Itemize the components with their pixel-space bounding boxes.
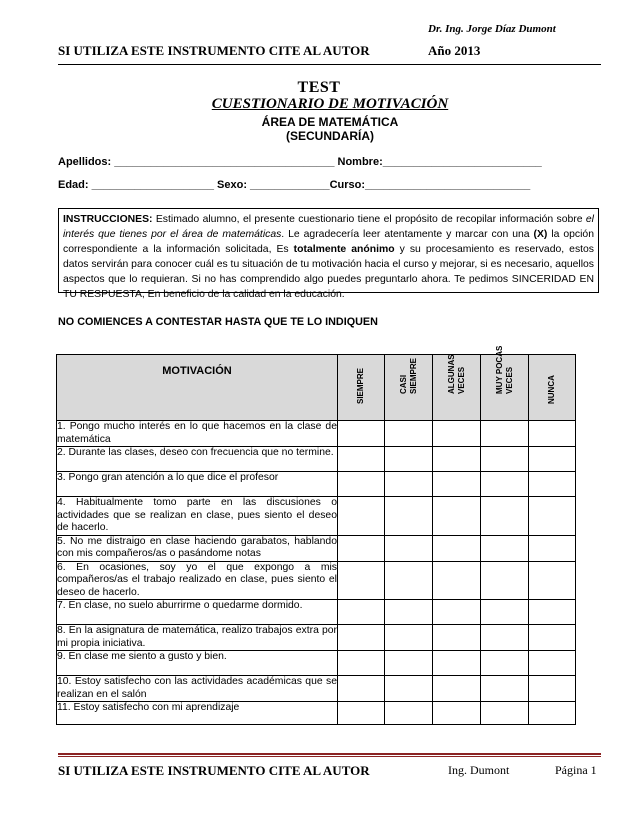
answer-cell[interactable] [481,472,529,497]
answer-cell[interactable] [385,497,433,536]
option-label-line: ALGUNAS [446,354,456,394]
answer-cell[interactable] [481,497,529,536]
do-not-start-warning: NO COMIENCES A CONTESTAR HASTA QUE TE LO INDIQUEN [58,316,378,328]
option-label [547,375,557,404]
option-header-1 [385,355,433,421]
question-row [57,561,576,600]
answer-cell[interactable] [529,561,576,600]
answer-cell[interactable] [529,600,576,625]
answer-cell[interactable] [481,447,529,472]
option-label-line: SIEMPRE [356,367,365,404]
question-row [57,421,576,447]
answer-cell[interactable] [433,447,481,472]
footer-citation-notice: SI UTILIZA ESTE INSTRUMENTO CITE AL AUTOR [58,763,370,778]
option-header-4 [529,355,576,421]
answer-cell[interactable] [338,676,385,702]
answer-cell[interactable] [529,497,576,536]
header-year: Año 2013 [428,43,481,58]
answer-cell[interactable] [385,472,433,497]
test-title: TEST [297,79,341,96]
answer-cell[interactable] [385,625,433,651]
answer-cell[interactable] [481,702,529,725]
answer-cell[interactable] [338,535,385,561]
footer-rule-thick [58,753,601,755]
motivation-table [56,345,576,725]
question-text: 8. En la asignatura de matemática, realizo trabajos extra por mi propia iniciativa. [57,625,337,649]
instructions-mark: (X) [533,229,548,240]
question-row [57,535,576,561]
question-text: 9. En clase me siento a gusto y bien. [57,651,338,676]
name-fields-row: Apellidos: ____________________________________ Nombre:__________________________ [58,156,542,168]
answer-cell[interactable] [433,561,481,600]
option-label-line: VECES [456,366,466,394]
question-text: 7. En clase, no suelo aburrirme o quedarme dormido. [57,600,338,625]
answer-cell[interactable] [529,676,576,702]
answer-cell[interactable] [338,472,385,497]
answer-cell[interactable] [338,561,385,600]
answer-cell[interactable] [338,702,385,725]
answer-cell[interactable] [385,676,433,702]
footer-author: Ing. Dumont [448,763,510,777]
option-label [399,358,419,394]
question-text: 2. Durante las clases, deseo con frecuencia que no termine. [57,447,338,472]
answer-cell[interactable] [338,447,385,472]
answer-cell[interactable] [433,625,481,651]
answer-cell[interactable] [338,625,385,651]
questionnaire-title: CUESTIONARIO DE MOTIVACIÓN [211,96,449,112]
motivation-column-header: MOTIVACIÓN [57,355,338,421]
answer-cell[interactable] [529,651,576,676]
answer-cell[interactable] [385,651,433,676]
answer-cell[interactable] [385,702,433,725]
question-row [57,472,576,497]
question-text: 4. Habitualmente tomo parte en las discusiones o actividades que se realizan en clase, pues siento el deseo de hacerlo. [57,497,337,533]
option-label-line: SIEMPRE [408,357,418,394]
answer-cell[interactable] [385,421,433,447]
answer-cell[interactable] [529,447,576,472]
header-rule [58,64,601,65]
answer-cell[interactable] [433,497,481,536]
answer-cell[interactable] [481,651,529,676]
author-name: Dr. Ing. Jorge Díaz Dumont [428,23,556,35]
question-row [57,625,576,651]
option-label [447,354,467,394]
answer-cell[interactable] [433,702,481,725]
option-header-0 [338,355,385,421]
answer-cell[interactable] [433,651,481,676]
option-label-line: VECES [504,366,514,394]
question-text: 10. Estoy satisfecho con las actividades académicas que se realizan en el salón [57,676,337,700]
option-label-line: MUY POCAS [494,345,504,394]
answer-cell[interactable] [338,497,385,536]
header-citation-notice: SI UTILIZA ESTE INSTRUMENTO CITE AL AUTOR [58,43,370,58]
answer-cell[interactable] [433,600,481,625]
answer-cell[interactable] [481,676,529,702]
answer-cell[interactable] [385,447,433,472]
answer-cell[interactable] [385,535,433,561]
page-number: Página 1 [555,763,597,777]
answer-cell[interactable] [433,472,481,497]
footer-rule-thin [58,756,601,757]
question-row [57,651,576,676]
option-label [495,346,515,394]
question-text: 1. Pongo mucho interés en lo que hacemos en la clase de matemática [57,421,337,445]
answer-cell[interactable] [433,676,481,702]
answer-cell[interactable] [433,535,481,561]
answer-cell[interactable] [529,421,576,447]
instructions-text-2: . Le agradecería leer atentamente y marcar con una [281,229,534,240]
instructions-label: INSTRUCCIONES: [63,214,153,225]
answer-cell[interactable] [385,561,433,600]
answer-cell[interactable] [529,472,576,497]
instructions-text-4: y su procesamiento es reservado, estos datos servirán para conocer cuál es tu situación de tu motivación hacia el curso y mejorar, si es necesario, aquellos aspectos que lo requieran. Si no has comprendido algo puedes preguntarlo ahora. Te pedimos SINCERIDAD EN TU RESPUESTA, En beneficio de la calidad en la educación. [63,244,595,300]
question-row [57,600,576,625]
answer-cell[interactable] [338,421,385,447]
level-subtitle: (SECUNDARÍA) [286,129,374,143]
answer-cell[interactable] [529,625,576,651]
instructions-text-1: Estimado alumno, el presente cuestionario tiene el propósito de recopilar información sobre [152,214,586,225]
question-row [57,676,576,702]
option-label-line: NUNCA [547,375,556,404]
answer-cell[interactable] [433,421,481,447]
instructions-italic: el interés que tienes por el área de matemáticas [63,214,594,240]
option-label-line: CASI [398,374,408,394]
option-label [356,368,366,404]
answer-cell[interactable] [481,600,529,625]
area-subtitle: ÁREA DE MATEMÁTICA [261,115,399,129]
answer-cell[interactable] [481,625,529,651]
answer-cell[interactable] [481,535,529,561]
answer-cell[interactable] [481,561,529,600]
instructions-box [58,208,599,300]
option-header-3 [481,345,529,421]
answer-cell[interactable] [385,600,433,625]
question-row [57,702,576,725]
answer-cell[interactable] [338,600,385,625]
question-text: 6. En ocasiones, soy yo el que expongo a mis compañeros/as el trabajo realizado en clase, pues siento el deseo de hacerlo. [57,561,337,598]
question-text: 5. No me distraigo en clase haciendo garabatos, hablando con mis compañeros/as o pasándome notas [57,535,337,559]
question-row [57,497,576,536]
answer-cell[interactable] [529,535,576,561]
answer-cell[interactable] [529,702,576,725]
question-row [57,447,576,472]
option-header-2 [433,355,481,421]
answer-cell[interactable] [338,651,385,676]
instructions-anonymous: totalmente anónimo [293,244,395,255]
question-text: 11. Estoy satisfecho con mi aprendizaje [57,702,338,725]
instructions-text-3: la opción correspondiente a la información solicitada, Es [63,229,594,255]
question-text: 3. Pongo gran atención a lo que dice el profesor [57,472,338,497]
age-sex-course-row: Edad: ____________________ Sexo: _____________Curso:___________________________ [58,179,531,191]
answer-cell[interactable] [481,421,529,447]
